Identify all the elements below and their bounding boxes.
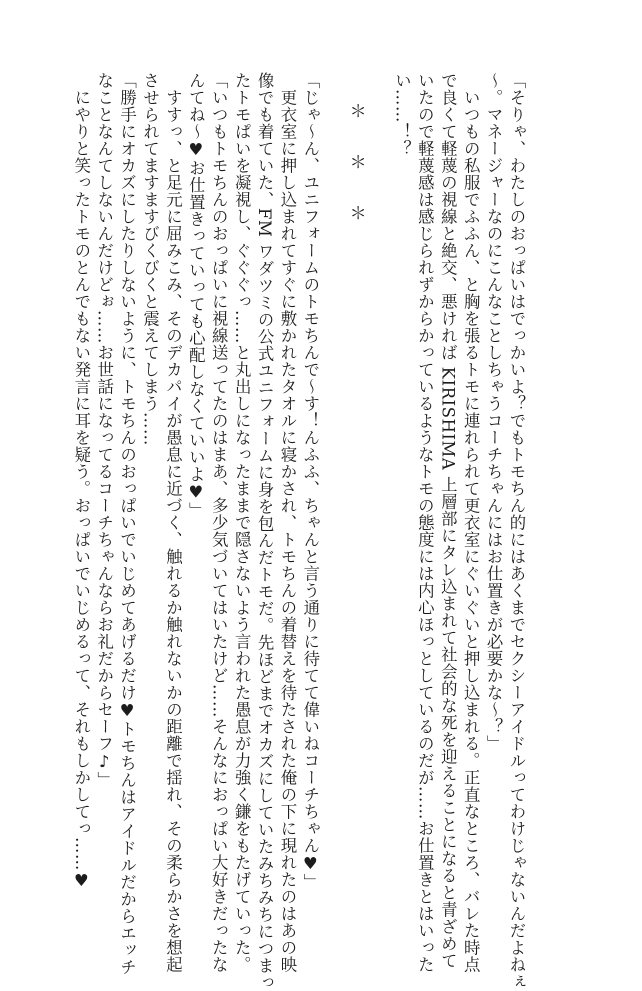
text-line-dialogue: なことなんてしないんだけどぉ……お世話になってるコーチちゃんならお礼だからセーフ♪」	[94, 72, 114, 789]
text-line-narration: すすっ、と足元に屈みこみ、そのデカパイが愚息に近づく、触れるか触れないかの距離で揺れ、その柔らかさを想起	[163, 72, 183, 973]
text-line-dialogue: 「そりゃ、わたしのおっぱいはでっかいよ？でもトモちん的にはあくまでセクシーアイドルってわけじゃないんだよねぇ	[507, 72, 526, 990]
text-line-dialogue: 「勝手にオカズにしたりしないように、トモちんのおっぱいでいじめてあげるだけ♥トモちんはアイドルだからエッチ	[117, 72, 137, 976]
blank-line	[321, 72, 344, 802]
scene-break-asterisks: ＊＊＊	[345, 102, 366, 255]
text-line-narration: いたので軽蔑感は感じられずからかっているようなトモの態度には内心ほっとしているのだが……お仕置きとはいった	[415, 72, 435, 973]
text-line-narration: させられてますますびくびくと震えてしまう……	[140, 72, 160, 446]
text-line-narration: 像でも着ていた、FM ワダツミの公式ユニフォームに身を包んだトモだ。先ほどまでオカズにしていたみちみちにつまっ	[255, 72, 275, 991]
text-line-narration: い……！？	[392, 72, 412, 157]
text-line-narration: で良くて軽蔑の視線と絶交、悪ければ KIRISHIMA 上層部にタレ込まれて社会的な死を迎えることになると青ざめて	[438, 72, 458, 970]
text-line-dialogue: 「じゃ〜ん、ユニフォームのトモちんで〜す！んふふ、ちゃんと言う通りに待てて偉いねコーチちゃん♥」	[300, 72, 320, 891]
text-line-dialogue: 「いつもトモちんのおっぱいに視線送ってたのはまあ、多少気づいてはいたけど……そんなにおっぱい大好きだったな	[209, 72, 229, 973]
vertical-text-body	[69, 72, 527, 991]
text-line-narration: いつもの私服でふふん、と胸を張るトモに連れられて更衣室にぐいぐいと押し込まれる。正直なところ、バレた時点	[461, 72, 481, 973]
blank-line	[367, 72, 390, 802]
text-line-narration: にやりと笑ったトモのとんでもない発言に耳を疑う。おっぱいでいじめるって、それもしかしてっ……♥	[71, 72, 91, 891]
text-line-dialogue: 〜。マネージャーなのにこんなことしちゃうコーチちゃんにはお仕置きが必要かな〜？」	[484, 72, 504, 752]
text-line-dialogue: んてね〜♥お仕置きっていっても心配しなくていいよ♥」	[186, 72, 206, 520]
text-line-narration: たトモぱいを凝視し、ぐぐぐっ……と丸出しになったままで隠さないよう言われた愚息が力強く鎌をもたげていった。	[232, 72, 252, 973]
text-line-narration: 更衣室に押し込まれてすぐに敷かれたタオルに寝かされ、トモちんの着替えを待たされた俺の下に現れたのはあの映	[277, 72, 297, 973]
